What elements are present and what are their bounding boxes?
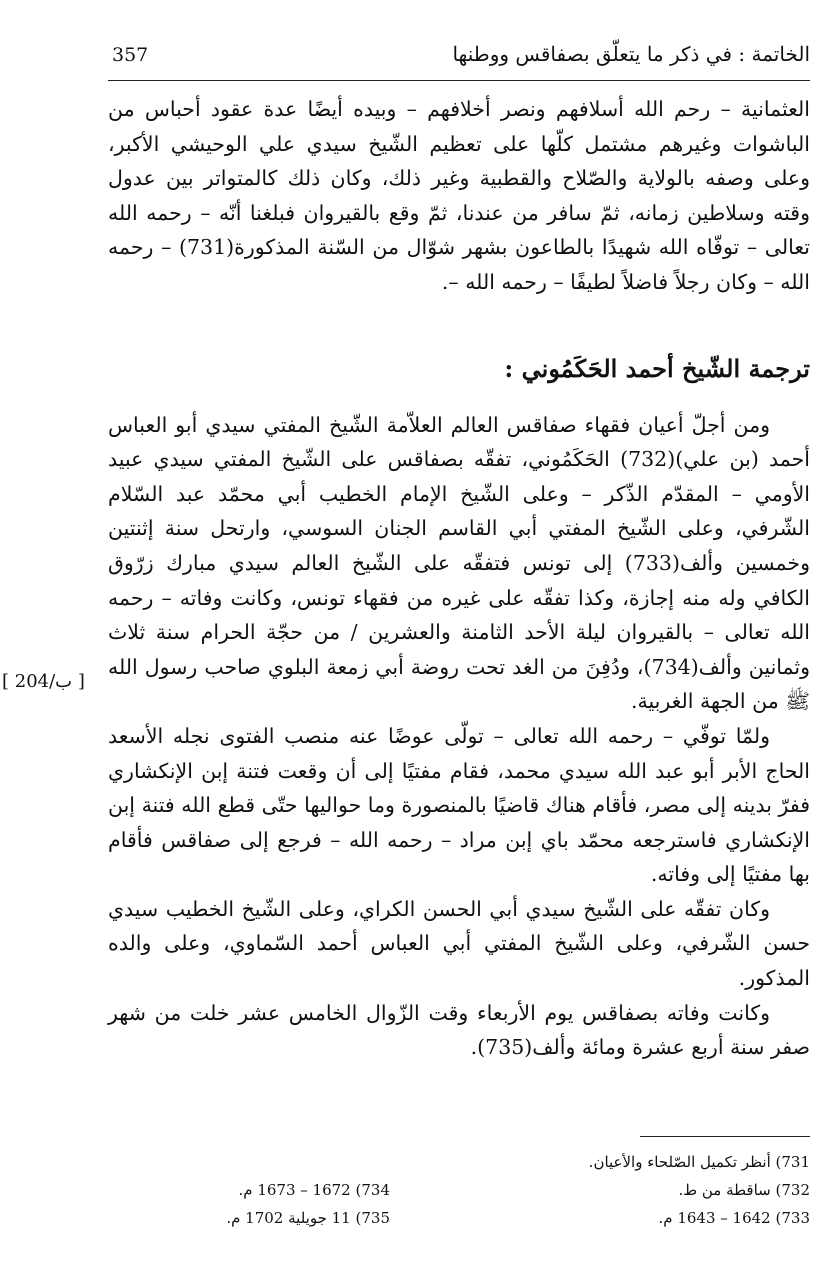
paragraph-3: ولمّا توفّي – رحمه الله تعالى – تولّى عوضًا عنه منصب الفتوى نجله الأسعد الحاج الأبر أبو عبد الله سيدي محمد، فقام مفتيًا إلى أن وقعت فتنة إبن الإنكشاري ففرّ بدينه إلى مصر، فأقام هناك قاضيًا بالمنصورة وما حواليها حتّى قطع الله فتنة إبن الإنكشاري فاسترجعه محمّد باي إبن مراد – رحمه الله – فرجع إلى صفاقس فأقام بها مفتيًا إلى وفاته.	[108, 723, 810, 887]
footnote-732: 732) ساقطة من ط.	[678, 1181, 810, 1199]
footnotes	[108, 1148, 810, 1232]
page-number: 357	[112, 44, 149, 66]
footnote-row	[108, 1176, 810, 1204]
paragraph-4: وكان تفقّه على الشّيخ سيدي أبي الحسن الكراي، وعلى الشّيخ الخطيب سيدي حسن الشّرفي، وعلى الشّيخ المفتي أبي العباس أحمد السّماوي، وعلى والده المذكور.	[108, 896, 810, 991]
footnote-735: 735) 11 جويلية 1702 م.	[226, 1209, 390, 1227]
footnote-row	[108, 1204, 810, 1232]
paragraph-1: العثمانية – رحم الله أسلافهم ونصر أخلافهم – وبيده أيضًا عدة عقود أحباس من الباشوات وغيرهم مشتمل كلّها على تعظيم الشّيخ سيدي علي الوحيشي الأكبر، وعلى وصفه بالولاية والصّلاح والقطبية وغير ذلك، وكان ذلك كالمتواتر بين عدول وقته وسلاطين زمانه، ثمّ سافر من عندنا، ثمّ وقع بالقيروان فبلغنا أنّه – رحمه الله تعالى – توفّاه الله شهيدًا بالطاعون بشهر شوّال من السّنة المذكورة(731) – رحمه الله – وكان رجلاً فاضلاً لطيفًا – رحمه الله –.	[108, 97, 810, 294]
footnote-733: 733) 1642 – 1643 م.	[658, 1209, 810, 1227]
running-title: الخاتمة : في ذكر ما يتعلّق بصفاقس ووطنها	[452, 42, 810, 66]
section-heading: ترجمة الشّيخ أحمد الحَكَمُوني :	[504, 353, 810, 383]
folio-margin-note: [ 204/ب ]	[2, 671, 85, 692]
footnote-row	[108, 1148, 810, 1176]
footnote-731: 731) أنظر تكميل الصّلحاء والأعيان.	[588, 1153, 810, 1171]
page-header	[108, 40, 810, 81]
paragraph-2: ومن أجلّ أعيان فقهاء صفاقس العالم العلاّمة الشّيخ المفتي سيدي أبو العباس أحمد (بن علي)(732) الحَكَمُوني، تفقّه بصفاقس على الشّيخ المفتي سيدي عبيد الأومي – المقدّم الذّكر – وعلى الشّيخ الإمام الخطيب أبي محمّد عبد السّلام الشّرفي، وعلى الشّيخ المفتي أبي القاسم الجنان السوسي، وارتحل سنة إثنتين وخمسين وألف(733) إلى تونس فتفقّه على الشّيخ العالم سيدي مبارك زرّوق الكافي وله منه إجازة، وكذا تفقّه على غيره من فقهاء تونس، وكانت وفاته – رحمه الله تعالى – بالقيروان ليلة الأحد الثامنة والعشرين / من حجّة الحرام سنة ثلاث وثمانين وألف(734)، ودُفِنَ من الغد تحت روضة أبي زمعة البلوي صاحب رسول الله ﷺ من الجهة الغربية.	[108, 412, 810, 714]
footnote-separator	[640, 1136, 810, 1137]
footnote-734: 734) 1672 – 1673 م.	[238, 1181, 390, 1199]
main-text	[108, 92, 810, 1065]
paragraph-5: وكانت وفاته بصفاقس يوم الأربعاء وقت الزّوال الخامس عشر خلت من شهر صفر سنة أربع عشرة ومائة وألف(735).	[108, 1000, 810, 1060]
